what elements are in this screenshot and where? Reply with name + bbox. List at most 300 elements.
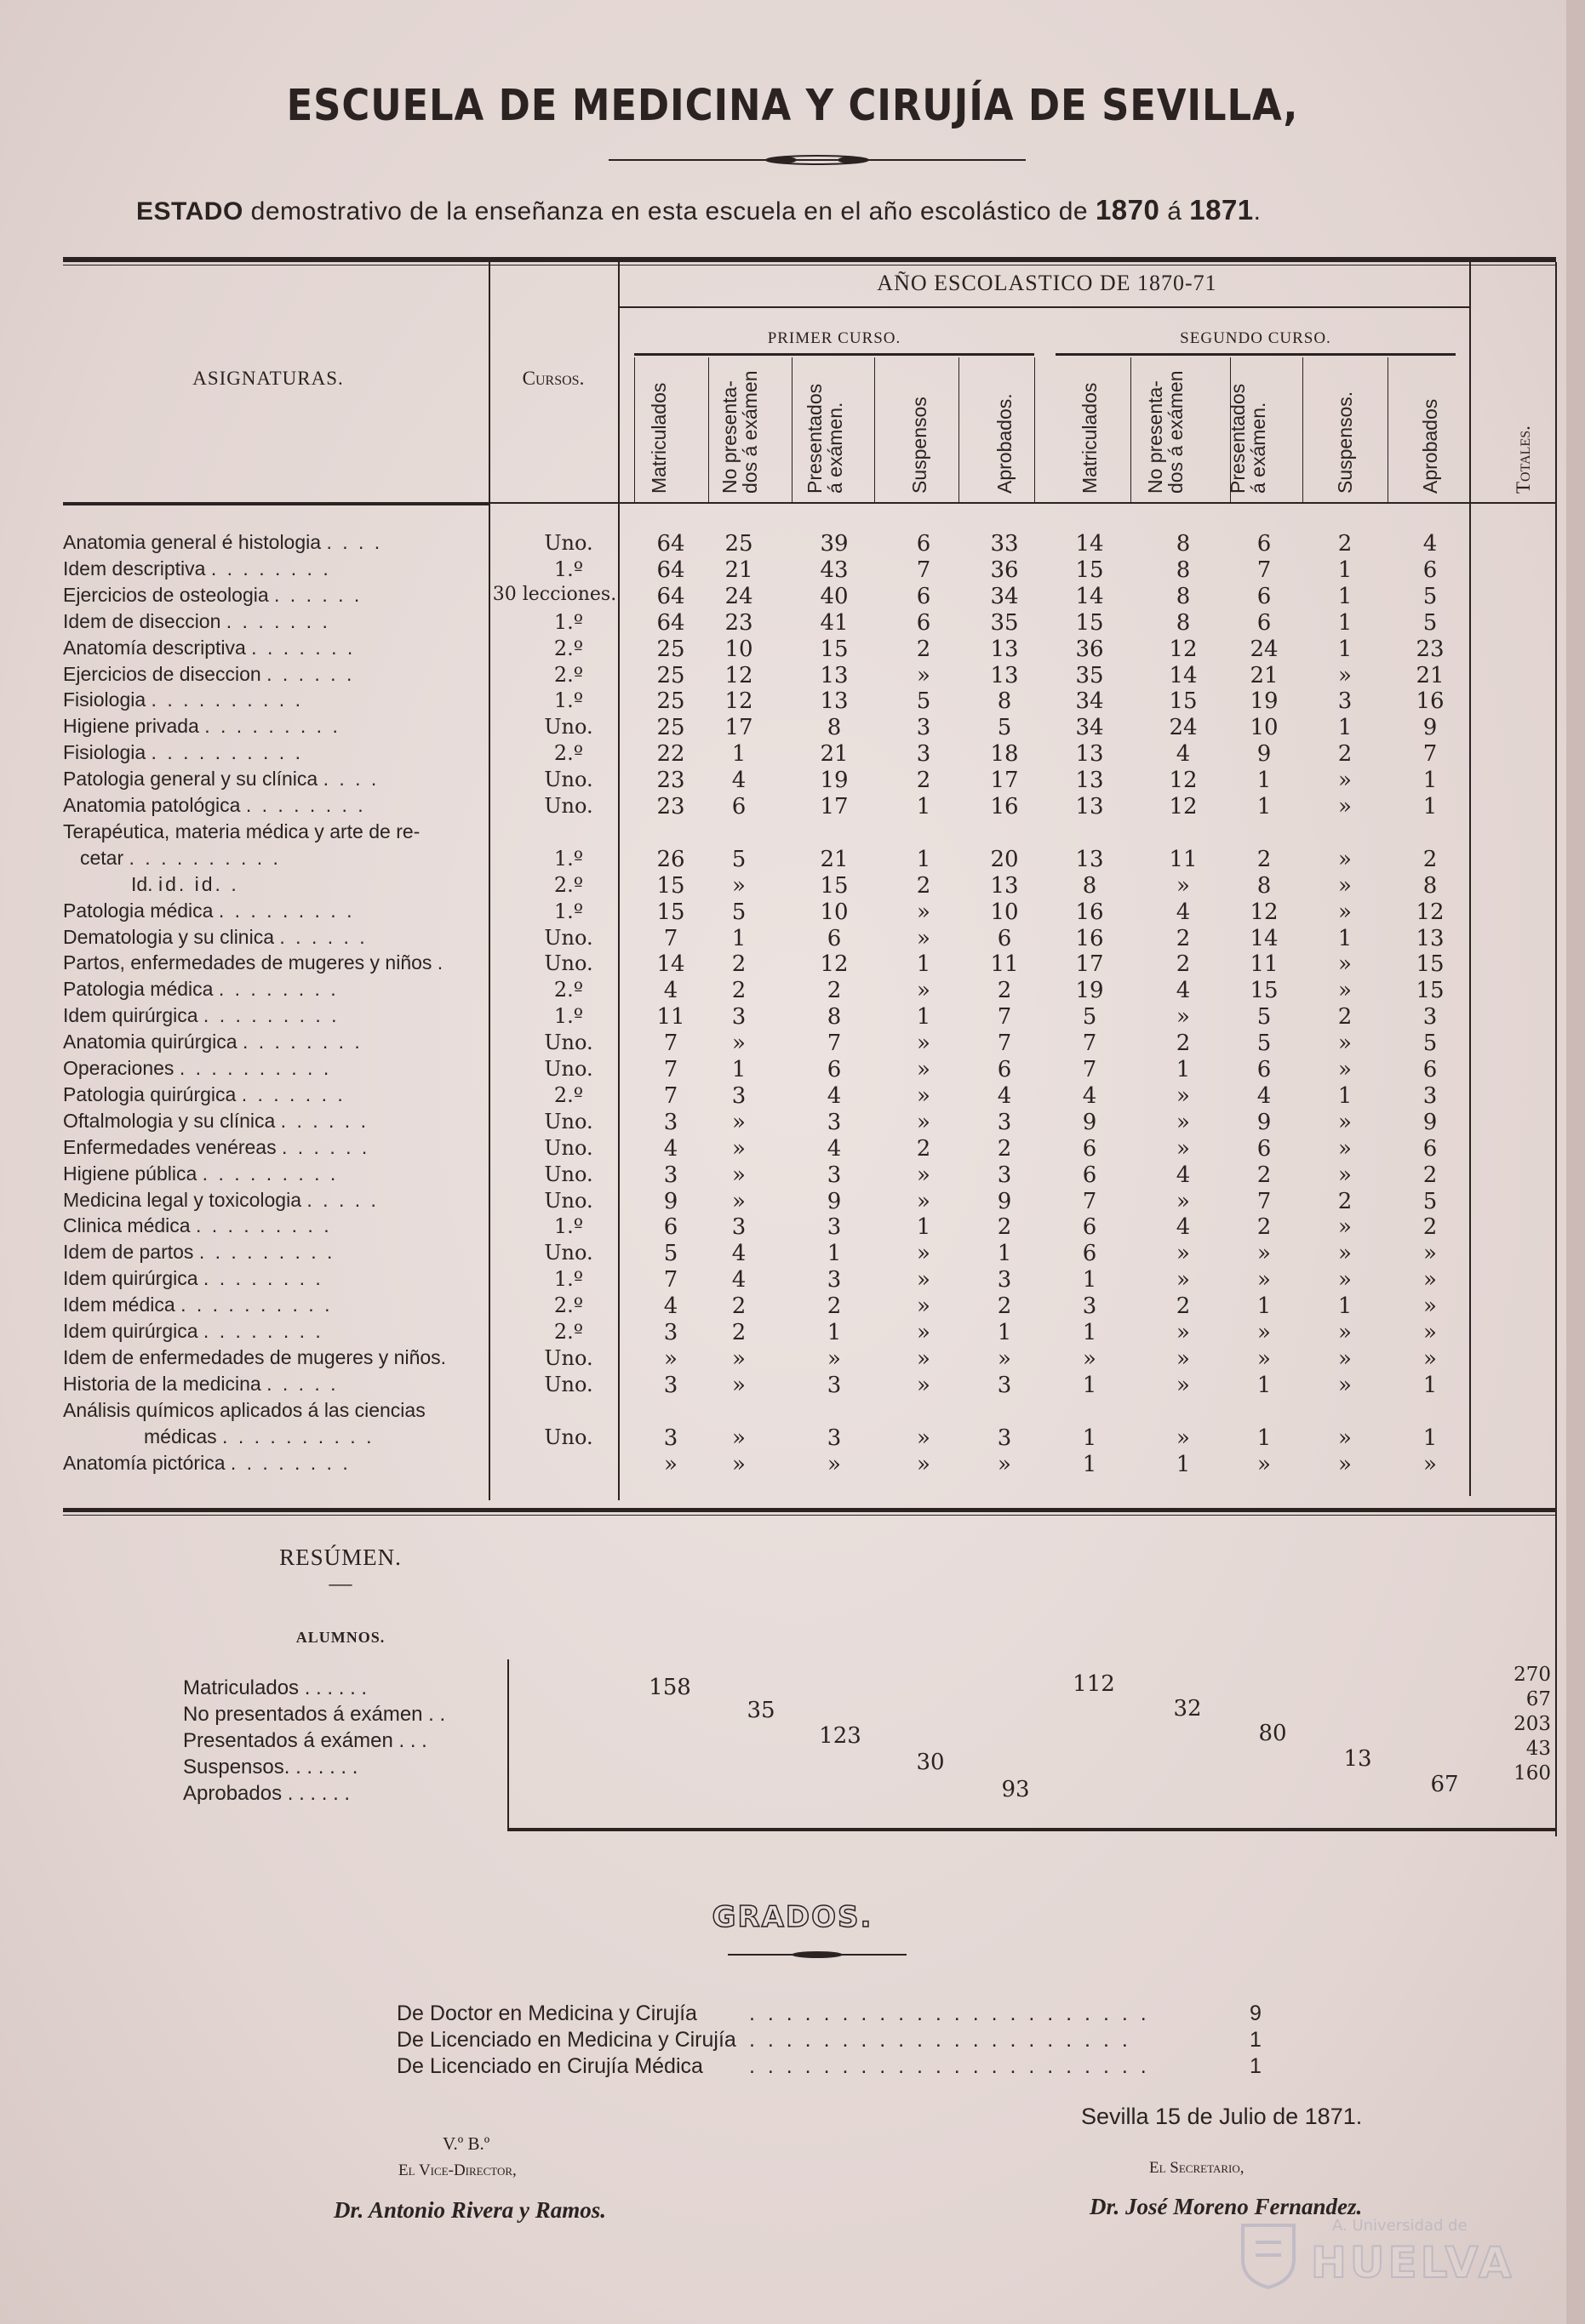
resumen-label: Presentados á exámen . . . — [183, 1729, 427, 1752]
table-row — [0, 1293, 1585, 1320]
value-cell: 34 — [1075, 715, 1104, 741]
leader-dots: . . . . . . . . . . — [151, 741, 303, 764]
leader-dots: . . . . . — [266, 1372, 339, 1395]
resumen-label: Matriculados . . . . . . — [183, 1676, 368, 1699]
curso-cell: Uno. — [544, 1241, 593, 1265]
subcolumn-rule — [958, 357, 959, 502]
value-cell: 2 — [731, 978, 747, 1004]
subtitle-text: demostrativo de la enseñanza en esta escuela en el año escolástico de — [250, 197, 1089, 226]
value-cell: » — [1338, 899, 1352, 925]
title-ornament — [609, 153, 1026, 167]
sum-segundo-matriculados: 112 — [1073, 1671, 1115, 1697]
table-row — [0, 1425, 1585, 1452]
value-cell: » — [1176, 1109, 1190, 1135]
subcolumn-rule — [1130, 357, 1131, 502]
table-row — [0, 557, 1585, 584]
value-cell: 3 — [827, 1425, 842, 1451]
value-cell: 17 — [990, 768, 1019, 794]
table-row — [0, 794, 1585, 820]
curso-cell: Uno. — [544, 925, 593, 950]
value-cell: 1 — [916, 846, 931, 872]
value-cell: » — [917, 1057, 930, 1082]
value-cell: 8 — [997, 688, 1012, 715]
grado-value: 1 — [1250, 2028, 1262, 2052]
curso-cell: Uno. — [544, 794, 593, 818]
table-row — [0, 584, 1585, 610]
value-cell: 6 — [1256, 609, 1272, 636]
value-cell: 4 — [1176, 899, 1191, 925]
table-row — [0, 1320, 1585, 1346]
value-cell: » — [917, 925, 930, 951]
value-cell: » — [732, 1188, 746, 1214]
subject-name — [63, 1004, 340, 1027]
value-cell: » — [1423, 1241, 1437, 1267]
value-cell: 4 — [663, 978, 678, 1004]
value-cell: » — [1257, 1320, 1271, 1345]
value-cell: 2 — [1337, 741, 1353, 768]
value-cell: » — [1257, 1267, 1271, 1293]
value-cell: » — [917, 1345, 930, 1372]
value-cell: 15 — [1075, 609, 1104, 636]
value-cell: 6 — [1082, 1214, 1097, 1241]
subject-name — [63, 1293, 332, 1316]
value-cell: » — [664, 1345, 678, 1372]
subject-name — [63, 1083, 346, 1106]
value-cell: 7 — [827, 1031, 842, 1057]
value-cell: » — [917, 1082, 930, 1109]
resumen-label: No presentados á exámen . . — [183, 1703, 446, 1726]
value-cell: 1 — [827, 1241, 842, 1267]
value-cell: 12 — [1169, 768, 1198, 794]
leader-dots: . . . . . — [306, 1188, 379, 1211]
sum-segundo-no-presentados: 32 — [1173, 1696, 1202, 1722]
value-cell: 16 — [990, 794, 1019, 819]
value-cell: 11 — [1169, 846, 1198, 872]
subject-name — [63, 1136, 369, 1159]
summary-left-rule — [507, 1659, 509, 1830]
value-cell: 2 — [997, 1293, 1012, 1320]
value-cell: 3 — [827, 1214, 842, 1241]
value-cell: 24 — [1169, 715, 1198, 741]
subject-name — [63, 899, 354, 922]
value-cell: 34 — [1075, 688, 1104, 715]
value-cell: 35 — [1075, 662, 1104, 688]
curso-cell: 1.º — [553, 609, 584, 634]
subject-name — [63, 1241, 335, 1264]
value-cell: » — [1338, 1451, 1352, 1477]
value-cell: 3 — [1422, 1082, 1438, 1109]
value-cell: » — [1338, 1214, 1352, 1241]
subject-label: Operaciones — [63, 1057, 175, 1079]
value-cell: 21 — [1416, 662, 1445, 688]
value-cell: 21 — [820, 741, 849, 768]
subject-name — [63, 688, 303, 711]
value-cell: » — [917, 1109, 930, 1135]
value-cell: 6 — [916, 583, 931, 609]
sum-primer-suspensos: 30 — [916, 1750, 945, 1775]
value-cell: 9 — [997, 1188, 1012, 1214]
subject-name — [63, 794, 366, 817]
value-cell: 1 — [916, 951, 931, 978]
value-cell: » — [827, 1345, 841, 1372]
curso-cell: 2.º — [553, 741, 584, 766]
table-row — [0, 820, 1585, 847]
value-cell: 5 — [731, 846, 747, 872]
value-cell: » — [1338, 794, 1352, 819]
value-cell: 1 — [731, 925, 747, 951]
sum-primer-no-presentados: 35 — [747, 1698, 775, 1723]
curso-cell: Uno. — [544, 1031, 593, 1055]
value-cell: 15 — [1250, 978, 1279, 1004]
sum-segundo-presentados: 80 — [1258, 1721, 1287, 1746]
value-cell: 19 — [1075, 978, 1104, 1004]
value-cell: 1 — [916, 1004, 931, 1031]
value-cell: » — [1338, 1057, 1352, 1082]
value-cell: 6 — [827, 1057, 842, 1082]
value-cell: 16 — [1075, 899, 1104, 925]
secretario-name: Dr. José Moreno Fernandez. — [1090, 2194, 1363, 2219]
subject-label: Patologia médica — [63, 899, 214, 922]
value-cell: » — [1176, 1188, 1190, 1214]
value-cell: 8 — [1422, 872, 1438, 899]
value-cell: 3 — [1422, 1004, 1438, 1031]
value-cell: 2 — [1422, 1162, 1438, 1188]
value-cell: 1 — [1337, 583, 1353, 609]
leader-dots: . . . . . . . — [241, 1082, 346, 1105]
subject-label: médicas — [144, 1425, 217, 1448]
value-cell: 9 — [827, 1188, 842, 1214]
value-cell: » — [1176, 1241, 1190, 1267]
value-cell: 2 — [997, 1214, 1012, 1241]
table-row — [0, 1136, 1585, 1162]
value-cell: 1 — [1082, 1267, 1097, 1293]
leader-dots: . . . . . . — [282, 1135, 370, 1158]
value-cell: 8 — [1176, 531, 1191, 557]
value-cell: 3 — [663, 1109, 678, 1135]
value-cell: 64 — [656, 531, 685, 557]
value-cell: 13 — [1075, 741, 1104, 768]
value-cell: 1 — [1337, 609, 1353, 636]
value-cell: 5 — [731, 899, 747, 925]
value-cell: 25 — [724, 531, 753, 557]
subject-name — [63, 1399, 426, 1422]
value-cell: 17 — [1075, 951, 1104, 978]
header-cursos: Cursos. — [522, 368, 585, 389]
grados-title: GRADOS. — [712, 1900, 873, 1934]
value-cell: 6 — [1082, 1135, 1097, 1162]
value-cell: 15 — [656, 899, 685, 925]
table-row — [0, 715, 1585, 741]
value-cell: 10 — [990, 899, 1019, 925]
subcolumn-rule — [1034, 357, 1035, 502]
value-cell: 4 — [1176, 1214, 1191, 1241]
value-cell: 6 — [997, 925, 1012, 951]
curso-cell: Uno. — [544, 768, 593, 792]
value-cell: 8 — [827, 715, 842, 741]
value-cell: 10 — [1250, 715, 1279, 741]
value-cell: 1 — [1337, 1082, 1353, 1109]
value-cell: 19 — [820, 768, 849, 794]
header-primer-curso: PRIMER CURSO. — [767, 329, 901, 347]
value-cell: 14 — [1075, 531, 1104, 557]
value-cell: 21 — [724, 557, 753, 583]
value-cell: » — [917, 1241, 930, 1267]
value-cell: 15 — [820, 872, 849, 899]
subject-label: Idem quirúrgica — [63, 1004, 198, 1027]
section-divider-rule — [63, 1508, 1556, 1512]
value-cell: » — [917, 1162, 930, 1188]
section-divider-rule-thin — [63, 1515, 1556, 1516]
value-cell: 1 — [827, 1320, 842, 1345]
value-cell: » — [1338, 1267, 1352, 1293]
subject-label: Ejercicios de diseccion — [63, 662, 261, 685]
value-cell: 3 — [827, 1109, 842, 1135]
value-cell: 43 — [820, 557, 849, 583]
subcolumn-rule — [634, 357, 635, 502]
subject-label: Clinica médica — [63, 1214, 191, 1237]
value-cell: 23 — [656, 768, 685, 794]
value-cell: 2 — [916, 636, 931, 662]
value-cell: 7 — [663, 925, 678, 951]
leader-dots: . . . . . . . . . — [204, 715, 340, 738]
value-cell: » — [1176, 872, 1190, 899]
group2-underline — [1056, 353, 1456, 356]
asig-header-underline — [63, 504, 489, 505]
leader-dots: . — [437, 951, 446, 974]
value-cell: 2 — [1337, 1188, 1353, 1214]
value-cell: 5 — [663, 1241, 678, 1267]
value-cell: 6 — [1422, 1057, 1438, 1082]
value-cell: » — [1338, 1135, 1352, 1162]
subject-name — [63, 1214, 332, 1237]
table-row — [0, 1399, 1585, 1425]
value-cell: 2 — [1256, 1214, 1272, 1241]
value-cell: » — [1423, 1293, 1437, 1320]
curso-cell: 1.º — [553, 1004, 584, 1029]
value-cell: » — [917, 1031, 930, 1057]
table-top-rule-thin — [63, 265, 1556, 266]
value-cell: 24 — [1250, 636, 1279, 662]
subject-name — [63, 1267, 323, 1290]
table-row — [0, 610, 1585, 637]
value-cell: » — [827, 1451, 841, 1477]
value-cell: 2 — [1176, 1031, 1191, 1057]
value-cell: 1 — [731, 741, 747, 768]
value-cell: » — [917, 662, 930, 688]
document-title: ESCUELA DE MEDICINA Y CIRUJÍA DE SEVILLA, — [286, 81, 1299, 131]
vice-director-name: Dr. Antonio Rivera y Ramos. — [334, 2197, 607, 2223]
value-cell: 3 — [1337, 688, 1353, 715]
leader-dots: . . . . . . . . . — [218, 899, 355, 922]
subject-name — [63, 557, 331, 580]
value-cell: 13 — [820, 662, 849, 688]
leader-dots: . . . . . . . — [226, 609, 330, 632]
subject-label: Idem médica — [63, 1293, 175, 1316]
value-cell: 13 — [1416, 925, 1445, 951]
table-row — [0, 1031, 1585, 1057]
value-cell: 14 — [1169, 662, 1198, 688]
subject-name — [63, 768, 379, 791]
subtitle-lead: ESTADO — [136, 197, 243, 226]
value-cell: 4 — [1422, 531, 1438, 557]
curso-cell: Uno. — [544, 951, 593, 976]
sum-segundo-suspensos: 13 — [1343, 1746, 1372, 1772]
value-cell: 12 — [1250, 899, 1279, 925]
leader-dots: . . . . . . . . . . — [222, 1425, 375, 1448]
value-cell: 14 — [656, 951, 685, 978]
header-matriculados-2: Matriculados — [1079, 382, 1101, 494]
table-row — [0, 1110, 1585, 1136]
value-cell: » — [1338, 1320, 1352, 1345]
value-cell: 11 — [1250, 951, 1279, 978]
table-row — [0, 1241, 1585, 1267]
curso-cell: Uno. — [544, 531, 593, 555]
value-cell: » — [1176, 1320, 1190, 1345]
value-cell: 14 — [1075, 583, 1104, 609]
subject-name — [63, 610, 330, 633]
value-cell: 11 — [656, 1004, 685, 1031]
value-cell: 36 — [990, 557, 1019, 583]
value-cell: » — [732, 1135, 746, 1162]
value-cell: 15 — [1169, 688, 1198, 715]
value-cell: 2 — [731, 1293, 747, 1320]
header-segundo-curso: SEGUNDO CURSO. — [1180, 329, 1331, 347]
leader-dots: . . . . . . . . . . — [179, 1057, 332, 1079]
value-cell: 5 — [1422, 1188, 1438, 1214]
value-cell: 1 — [997, 1320, 1012, 1345]
value-cell: 10 — [820, 899, 849, 925]
subject-name — [63, 1320, 323, 1343]
value-cell: 11 — [990, 951, 1019, 978]
table-top-rule — [63, 257, 1556, 262]
leader-dots: . . . . . . — [280, 1109, 369, 1132]
value-cell: 9 — [1256, 741, 1272, 768]
value-cell: 36 — [1075, 636, 1104, 662]
value-cell: » — [1338, 846, 1352, 872]
value-cell: » — [1176, 1082, 1190, 1109]
table-row — [0, 1057, 1585, 1083]
value-cell: 7 — [1256, 557, 1272, 583]
curso-cell: 1.º — [553, 899, 584, 923]
subject-name — [63, 1031, 363, 1054]
value-cell: » — [1257, 1451, 1271, 1477]
subject-label: Idem quirúrgica — [63, 1267, 198, 1290]
group1-underline — [634, 353, 1034, 356]
curso-cell: 1.º — [553, 1214, 584, 1239]
table-row — [0, 663, 1585, 689]
header-aprobados-1: Aprobados. — [993, 393, 1016, 494]
table-row — [0, 637, 1585, 663]
value-cell: 23 — [656, 794, 685, 819]
subject-label: Anatomia general é histologia — [63, 531, 322, 553]
grado-value: 9 — [1250, 2001, 1262, 2025]
leader-dots: . . . . . . . . — [203, 1267, 323, 1290]
value-cell: 1 — [1337, 636, 1353, 662]
value-cell: 1 — [1082, 1425, 1097, 1451]
value-cell: 5 — [1256, 1004, 1272, 1031]
subject-name — [63, 637, 355, 660]
leader-dots: . . . . . . . . . — [203, 1004, 340, 1027]
curso-cell: 2.º — [553, 978, 584, 1002]
subject-label: Enfermedades venéreas — [63, 1135, 277, 1158]
curso-cell: 2.º — [553, 662, 584, 687]
value-cell: » — [1338, 1109, 1352, 1135]
value-cell: » — [917, 978, 930, 1004]
value-cell: 5 — [1422, 1031, 1438, 1057]
table-row — [0, 899, 1585, 926]
value-cell: 1 — [1422, 794, 1438, 819]
leader-dots: . . . . . . — [266, 662, 355, 685]
value-cell: 34 — [990, 583, 1019, 609]
value-cell: 7 — [916, 557, 931, 583]
value-cell: 23 — [724, 609, 753, 636]
grado-dots: . . . . . . . . . . . . . . . . . . . . . . — [749, 2054, 1150, 2078]
value-cell: 16 — [1075, 925, 1104, 951]
resumen-total: 67 — [1525, 1688, 1551, 1710]
value-cell: 2 — [916, 872, 931, 899]
place-date: Sevilla 15 de Julio de 1871. — [1081, 2104, 1363, 2129]
grado-dots: . . . . . . . . . . . . . . . . . . . . . — [749, 2028, 1131, 2052]
value-cell: 1 — [1422, 768, 1438, 794]
value-cell: 9 — [1256, 1109, 1272, 1135]
value-cell: 7 — [663, 1082, 678, 1109]
value-cell: 4 — [1176, 978, 1191, 1004]
value-cell: 13 — [990, 872, 1019, 899]
value-cell: 12 — [1169, 636, 1198, 662]
value-cell: » — [1176, 1372, 1190, 1398]
value-cell: » — [1338, 872, 1352, 899]
value-cell: 3 — [916, 741, 931, 768]
value-cell: 17 — [724, 715, 753, 741]
value-cell: 3 — [663, 1372, 678, 1398]
curso-cell: 1.º — [553, 846, 584, 871]
leader-dots: . . . . . . . . — [242, 1031, 363, 1054]
subject-name — [63, 1346, 446, 1369]
subject-name — [131, 873, 239, 896]
value-cell: 41 — [820, 609, 849, 636]
value-cell: 6 — [1256, 1057, 1272, 1082]
table-row — [0, 531, 1585, 557]
subject-name — [63, 926, 368, 949]
subject-label: Higiene privada — [63, 715, 199, 738]
value-cell: 18 — [990, 741, 1019, 768]
value-cell: 1 — [1337, 715, 1353, 741]
grado-value: 1 — [1250, 2054, 1262, 2078]
value-cell: » — [917, 1451, 930, 1477]
subject-label: Anatomía descriptiva — [63, 636, 246, 659]
value-cell: 5 — [1422, 609, 1438, 636]
value-cell: 3 — [997, 1372, 1012, 1398]
value-cell: 1 — [1337, 1293, 1353, 1320]
subject-name — [63, 1189, 379, 1212]
secretario-title: El Secretario, — [1149, 2159, 1245, 2177]
value-cell: » — [1338, 662, 1352, 688]
table-row — [0, 1162, 1585, 1189]
value-cell: 3 — [731, 1082, 747, 1109]
value-cell: 2 — [1256, 1162, 1272, 1188]
document-subtitle — [136, 194, 1262, 226]
value-cell: » — [1176, 1135, 1190, 1162]
value-cell: 8 — [827, 1004, 842, 1031]
subject-label: cetar — [80, 846, 124, 869]
curso-cell: 2.º — [553, 872, 584, 897]
value-cell: 3 — [827, 1162, 842, 1188]
value-cell: 2 — [827, 978, 842, 1004]
leader-dots: . . . . . . . . . — [198, 1241, 335, 1264]
value-cell: 15 — [1416, 978, 1445, 1004]
sum-primer-presentados: 123 — [819, 1723, 861, 1749]
value-cell: 3 — [827, 1267, 842, 1293]
